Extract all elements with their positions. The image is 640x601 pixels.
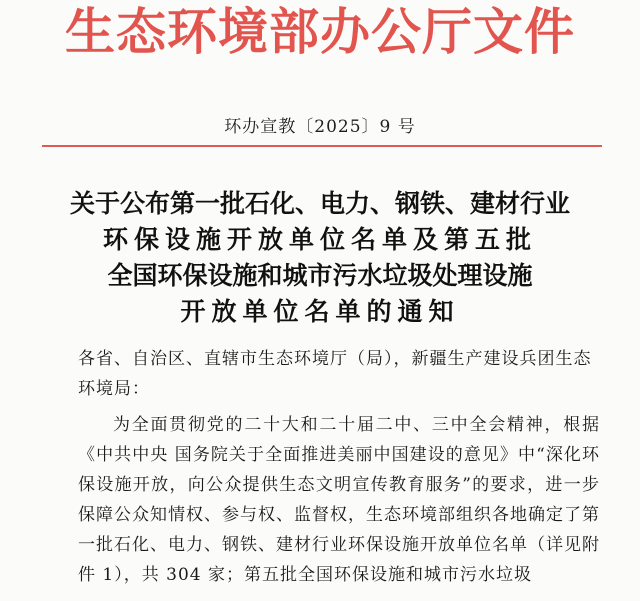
document-title-line: 环保设施开放单位名单及第五批 (102, 225, 537, 254)
issuing-authority-header: 生态环境部办公厅文件 (65, 2, 575, 61)
addressee-paragraph: 各省、自治区、直辖市生态环境厅（局），新疆生产建设兵团生态环境局： (78, 349, 592, 399)
document-title-line: 开放单位名单的通知 (180, 297, 460, 326)
document-number: 环办宣教〔2025〕9 号 (224, 117, 416, 137)
document-title (0, 186, 640, 330)
document-title-line: 关于公布第一批石化、电力、钢铁、建材行业 (69, 189, 570, 218)
document-title-line: 全国环保设施和城市污水垃圾处理设施 (107, 261, 533, 290)
body-paragraph: 为全面贯彻党的二十大和二十届二中、三中全会精神，根据《中共中央 国务院关于全面推进美丽中国建设的意见》中“深化环保设施开放，向公众提供生态文明宣传教育服务”的要求，进一步保障公众知情权、参与权、监督权，生态环境部组织各地确定了第一批石化、电力、钢铁、建材行业环保设施开放单位名单（详见附件 1），共 304 家；第五批全国环保设施和城市污水垃圾 (78, 415, 600, 585)
red-separator-line (42, 145, 602, 147)
